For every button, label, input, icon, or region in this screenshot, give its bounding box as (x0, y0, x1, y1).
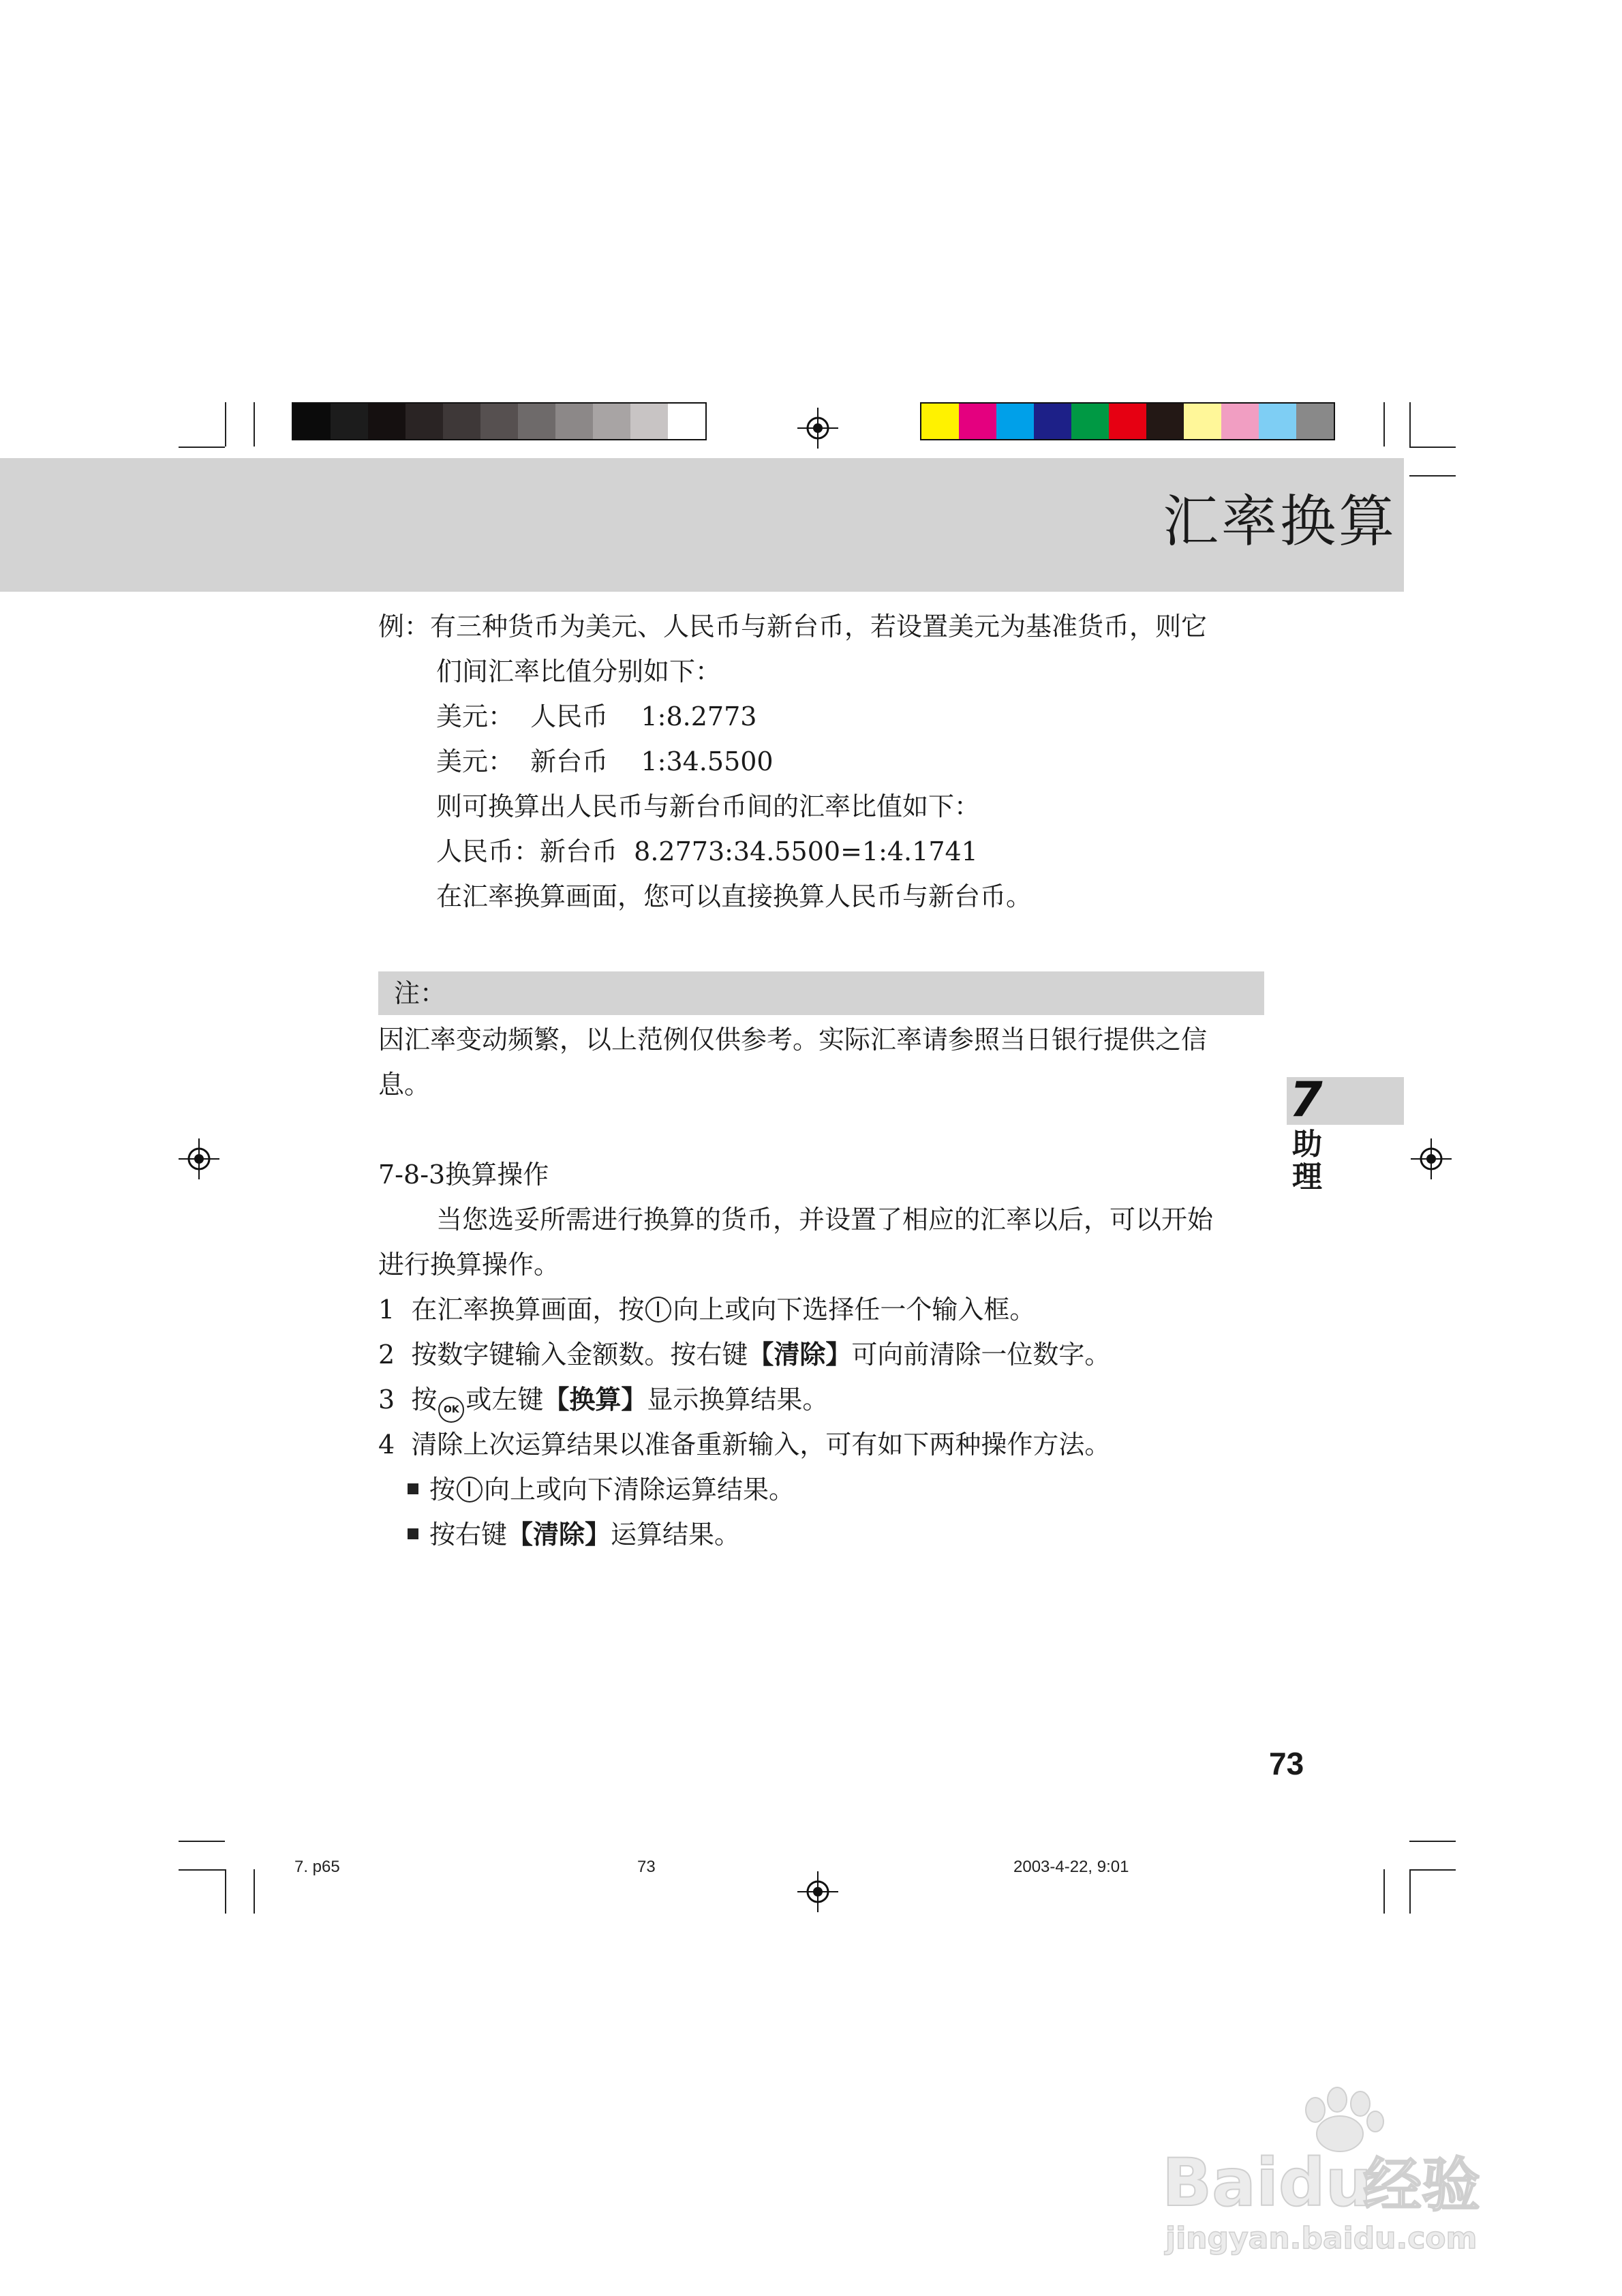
step-text: 3 按 (378, 1385, 438, 1415)
key-label: 【清除】 (748, 1339, 852, 1370)
grayscale-calibration-bar (292, 402, 707, 440)
watermark-brand: Baidu (1162, 2145, 1372, 2221)
color-swatch (518, 404, 555, 439)
note-text: 因汇率变动频繁，以上范例仅供参考。实际汇率请参照当日银行提供之信 (378, 1025, 1208, 1055)
color-swatch (480, 404, 518, 439)
nav-key-icon (645, 1297, 671, 1323)
step-text: 可向前清除一位数字。 (851, 1340, 1111, 1370)
nav-key-icon (457, 1477, 483, 1502)
watermark-url: jingyan.baidu.com (1165, 2221, 1478, 2256)
color-swatch (1146, 404, 1184, 439)
example-line: 在汇率换算画面，您可以直接换算人民币与新台币。 (436, 881, 1032, 911)
step-1 (378, 1287, 1035, 1332)
page-title: 汇率换算 (1162, 489, 1397, 554)
crop-mark (179, 1869, 225, 1871)
color-swatch (921, 404, 959, 439)
bullet-text: 向上或向下清除运算结果。 (484, 1475, 795, 1505)
color-swatch (630, 404, 668, 439)
color-swatch (368, 404, 406, 439)
color-swatch (1259, 404, 1296, 439)
step-2 (378, 1332, 1110, 1377)
rate-line: 美元： 人民币 1:8.2773 (436, 701, 757, 731)
crop-mark (254, 1869, 255, 1914)
section-intro: 当您选妥所需进行换算的货币，并设置了相应的汇率以后，可以开始 (436, 1205, 1214, 1235)
crop-mark (179, 1841, 225, 1842)
crop-mark (1409, 1869, 1456, 1871)
crop-mark (1409, 1869, 1411, 1914)
note-text: 息。 (378, 1070, 431, 1100)
registration-mark-icon (797, 408, 838, 449)
ok-key-icon: OK (438, 1397, 464, 1423)
bullet-item (408, 1467, 795, 1512)
color-swatch (1071, 404, 1109, 439)
crop-mark (225, 402, 226, 447)
watermark-cn: 经验 (1363, 2151, 1480, 2220)
step-4: 4 清除上次运算结果以准备重新输入，可有如下两种操作方法。 (378, 1430, 1111, 1460)
footer-datetime: 2003-4-22, 9:01 (1013, 1858, 1129, 1876)
bullet-text: 按右键 (429, 1520, 508, 1550)
bullet-icon (408, 1528, 418, 1539)
color-swatch (996, 404, 1034, 439)
color-swatch (293, 404, 331, 439)
example-line: 则可换算出人民币与新台币间的汇率比值如下： (436, 791, 981, 821)
color-calibration-bar (920, 402, 1335, 440)
baidu-jingyan-watermark (1159, 2079, 1540, 2256)
key-label: 【换算】 (543, 1384, 647, 1415)
color-swatch (406, 404, 443, 439)
step-text: 向上或向下选择任一个输入框。 (673, 1295, 1036, 1325)
crop-mark (1409, 1841, 1456, 1842)
color-swatch (1296, 404, 1334, 439)
bullet-text: 按 (429, 1475, 456, 1505)
step-text: 1 在汇率换算画面，按 (378, 1295, 645, 1325)
color-swatch (1221, 404, 1259, 439)
note-bar (378, 971, 1264, 1015)
crop-mark (1409, 402, 1411, 447)
bullet-text: 运算结果。 (611, 1520, 741, 1550)
rate-line: 人民币：新台币 8.2773:34.5500=1:4.1741 (436, 836, 978, 866)
key-label: 【清除】 (507, 1519, 611, 1550)
registration-mark-icon (179, 1138, 219, 1179)
color-swatch (593, 404, 630, 439)
footer-page: 73 (637, 1858, 656, 1876)
crop-mark (225, 1869, 226, 1914)
color-swatch (1184, 404, 1221, 439)
step-text: 或左键 (465, 1385, 544, 1415)
crop-mark (1383, 402, 1385, 447)
rate-line: 美元： 新台币 1:34.5500 (436, 746, 774, 776)
registration-mark-icon (797, 1871, 838, 1912)
chapter-name: 助理 (1292, 1127, 1322, 1194)
section-heading: 7-8-3换算操作 (378, 1160, 549, 1190)
registration-mark-icon (1411, 1138, 1452, 1179)
color-swatch (331, 404, 368, 439)
section-intro: 进行换算操作。 (378, 1250, 560, 1280)
color-swatch (443, 404, 480, 439)
crop-mark (1409, 447, 1456, 448)
note-label: 注： (394, 978, 446, 1008)
color-swatch (1109, 404, 1146, 439)
step-3 (378, 1377, 828, 1423)
color-swatch (668, 404, 705, 439)
page-number: 73 (1269, 1746, 1304, 1781)
color-swatch (1034, 404, 1071, 439)
crop-mark (1409, 475, 1456, 477)
step-text: 显示换算结果。 (647, 1385, 829, 1415)
chapter-number: 7 (1289, 1072, 1323, 1128)
bullet-icon (408, 1483, 418, 1494)
step-text: 2 按数字键输入金额数。按右键 (378, 1340, 748, 1370)
crop-mark (1383, 1869, 1385, 1914)
crop-mark (179, 447, 225, 448)
bullet-item (408, 1512, 740, 1557)
example-line: 们间汇率比值分别如下： (436, 656, 722, 686)
footer-filename: 7. p65 (294, 1858, 340, 1876)
color-swatch (959, 404, 996, 439)
example-line: 例：有三种货币为美元、人民币与新台币，若设置美元为基准货币，则它 (378, 611, 1208, 641)
color-swatch (555, 404, 593, 439)
crop-mark (254, 402, 255, 447)
